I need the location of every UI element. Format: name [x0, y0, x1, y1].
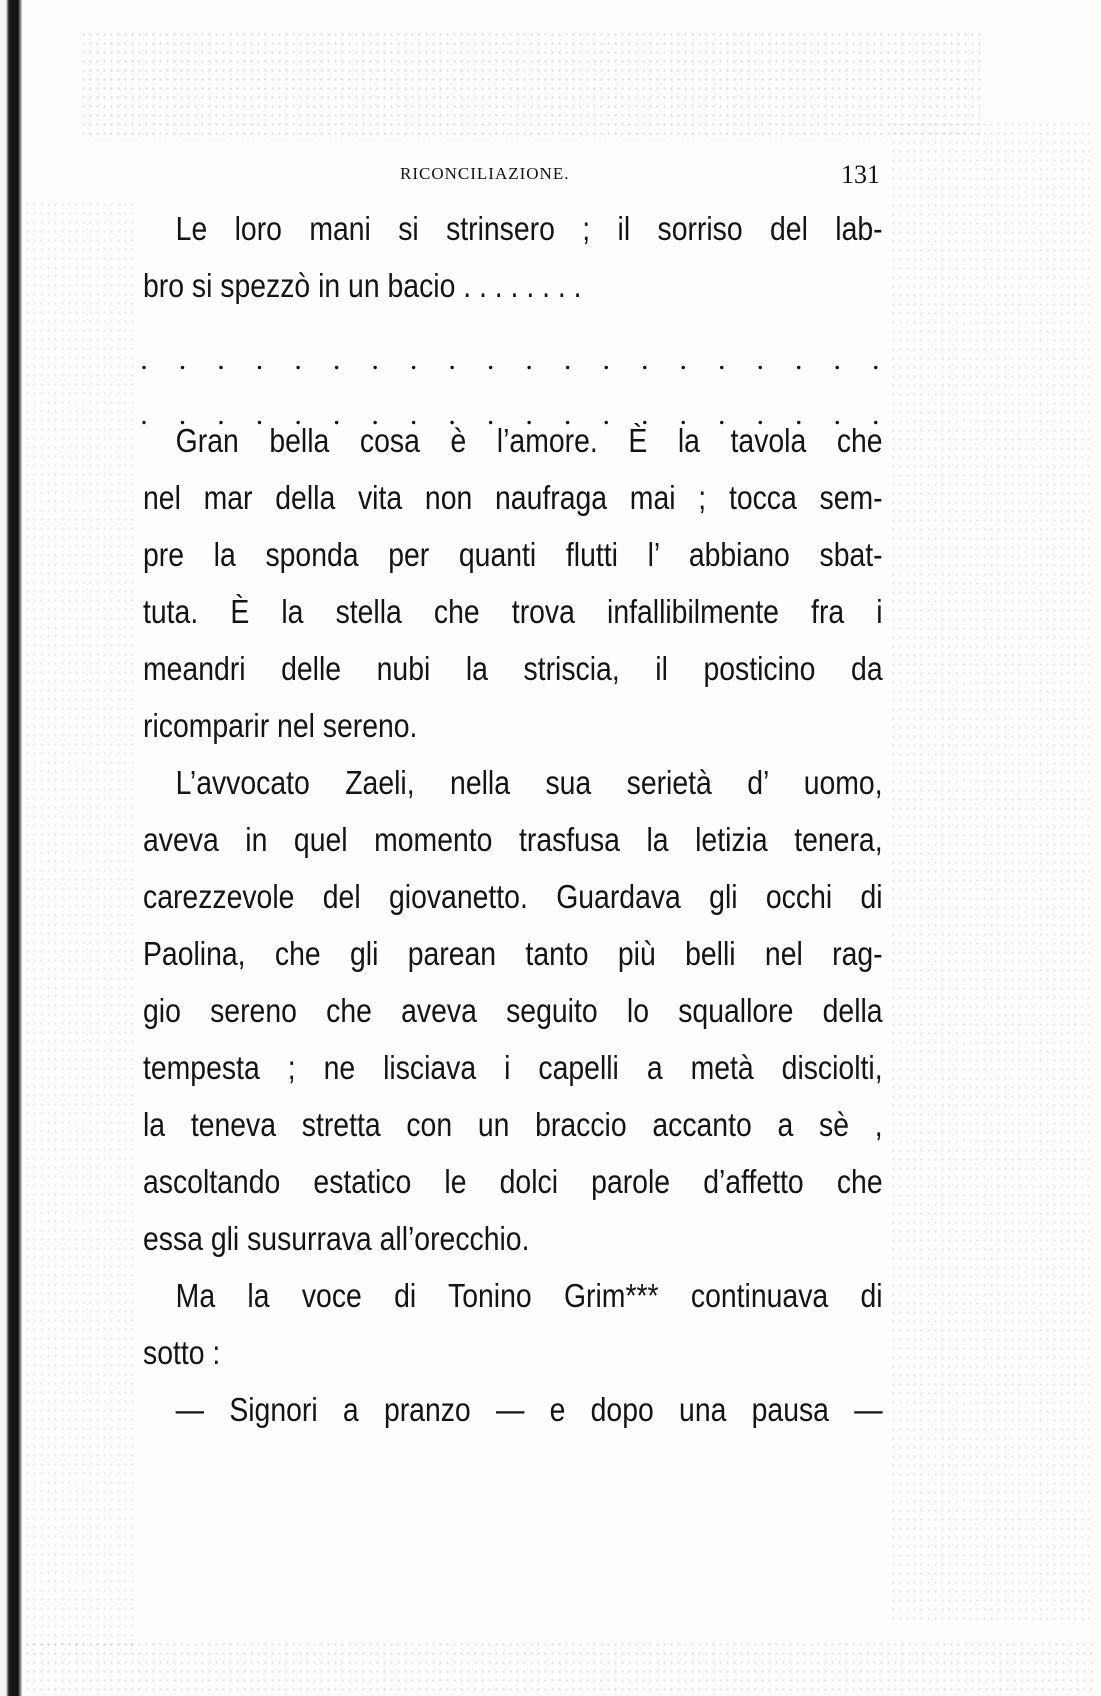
ellipsis-dot: .	[217, 398, 225, 431]
text-line: pre la sponda per quanti flutti l’ abbiano sbat-	[143, 536, 883, 573]
ellipsis-dot: .	[332, 343, 341, 376]
scan-noise-bottom	[24, 1640, 1094, 1696]
ellipsis-dot: .	[795, 398, 803, 431]
ellipsis-dot: .	[525, 343, 533, 376]
paragraph-3	[143, 754, 883, 1267]
ellipsis-dot: .	[525, 398, 533, 431]
ellipsis-dot: .	[756, 398, 764, 431]
ellipsis-dot: .	[679, 343, 687, 376]
ellipsis-dot: .	[833, 343, 842, 376]
ellipsis-dot: .	[563, 343, 572, 376]
ellipsis-dot: .	[602, 398, 610, 431]
text-line: la teneva stretta con un braccio accanto a sè ,	[143, 1106, 883, 1143]
ellipsis-dot: .	[833, 398, 842, 431]
ellipsis-dot: .	[717, 343, 726, 376]
scan-noise-left	[24, 200, 134, 1650]
ellipsis-dot: .	[140, 398, 148, 431]
text-line: ascoltando estatico le dolci parole d’affetto che	[143, 1163, 883, 1200]
ellipsis-dot: .	[217, 343, 225, 376]
ellipsis-dot: .	[409, 343, 418, 376]
text-line: aveva in quel momento trasfusa la letizia tenera,	[143, 821, 883, 858]
paragraph-4	[143, 1267, 883, 1381]
text-line: sotto :	[143, 1334, 221, 1371]
ellipsis-dot: .	[409, 398, 418, 431]
text-line: carezzevole del giovanetto. Guardava gli occhi di	[143, 878, 883, 915]
ellipsis-dot: .	[255, 343, 264, 376]
ellipsis-dot: .	[255, 398, 264, 431]
scan-noise-right	[890, 120, 1090, 1620]
text-line: tempesta ; ne lisciava i capelli a metà disciolti,	[143, 1049, 883, 1086]
text-line: nel mar della vita non naufraga mai ; tocca sem-	[143, 479, 883, 516]
text-line: Ma la voce di Tonino Grim*** continuava di	[175, 1277, 883, 1314]
running-title: RICONCILIAZIONE.	[400, 164, 570, 183]
text-line: ricomparir nel sereno.	[143, 707, 418, 744]
ellipsis-dot: .	[371, 398, 379, 431]
ellipsis-dot: .	[486, 343, 495, 376]
ellipsis-dot: .	[872, 398, 880, 431]
paragraph-5	[143, 1381, 883, 1438]
text-line: gio sereno che aveva seguito lo squallore della	[143, 992, 883, 1029]
ellipsis-dot: .	[795, 343, 803, 376]
ellipsis-dot: .	[178, 343, 187, 376]
ellipsis-dot: .	[332, 398, 341, 431]
text-line: bro si spezzò in un bacio . . . . . . . .	[143, 267, 582, 304]
ellipsis-dot: .	[294, 398, 302, 431]
ellipsis-dot: .	[679, 398, 687, 431]
ellipsis-dot: .	[602, 343, 610, 376]
ellipsis-dot: .	[717, 398, 726, 431]
ellipsis-dot: .	[563, 398, 572, 431]
ellipsis-dot: .	[640, 398, 649, 431]
text-line: Gran bella cosa è l’amore. È la tavola che	[175, 422, 883, 459]
text-line: meandri delle nubi la striscia, il posticino da	[143, 650, 883, 687]
ellipsis-dot: .	[640, 343, 649, 376]
running-head	[360, 160, 880, 196]
text-line: L’avvocato Zaeli, nella sua serietà d’ uomo,	[175, 764, 883, 801]
ellipsis-row	[140, 343, 880, 376]
scan-noise-top	[80, 30, 980, 140]
binding-edge	[0, 0, 22, 1696]
ellipsis-dot: .	[448, 398, 456, 431]
page-number: 131	[841, 160, 880, 189]
ellipsis-dot: .	[756, 343, 764, 376]
ellipsis-dot: .	[294, 343, 302, 376]
text-line: essa gli susurrava all’orecchio.	[143, 1220, 530, 1257]
ellipsis-dot: .	[371, 343, 379, 376]
ellipsis-dot: .	[178, 398, 187, 431]
paragraph-1	[143, 200, 883, 314]
ellipsis-dot: .	[140, 343, 148, 376]
text-line: tuta. È la stella che trova infallibilmente fra i	[143, 593, 883, 630]
text-line: Paolina, che gli parean tanto più belli nel rag-	[143, 935, 883, 972]
paragraph-2	[143, 412, 883, 754]
ellipsis-dot: .	[448, 343, 456, 376]
ellipsis-dot: .	[486, 398, 495, 431]
text-line: — Signori a pranzo — e dopo una pausa —	[175, 1391, 883, 1428]
text-line: Le loro mani si strinsero ; il sorriso del lab-	[175, 210, 883, 247]
ellipsis-dot: .	[872, 343, 880, 376]
